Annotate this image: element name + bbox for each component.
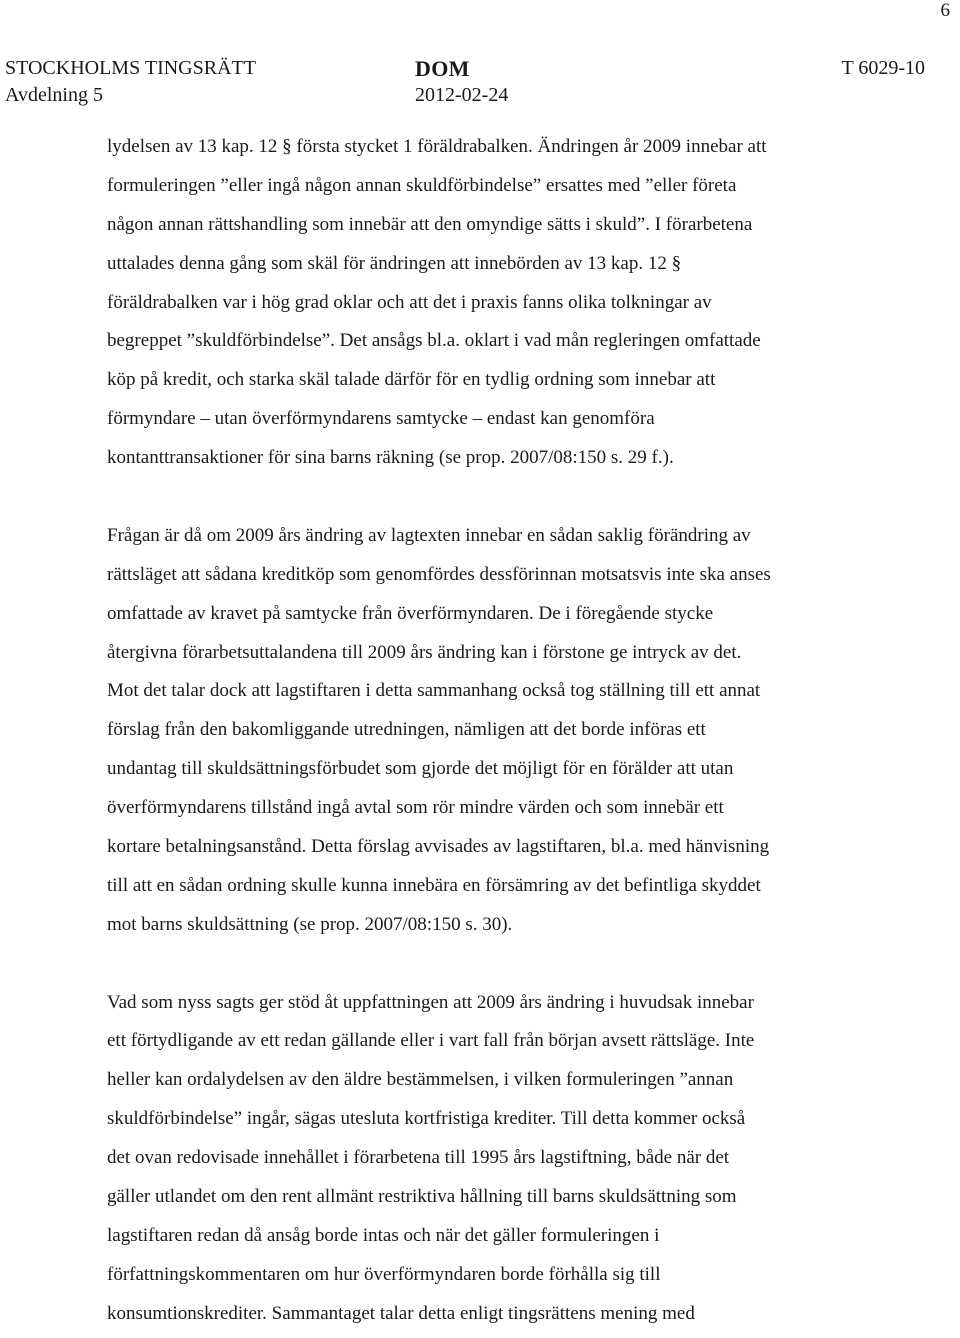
text-line: konsumtionskrediter. Sammantaget talar detta enligt tingsrättens mening med — [107, 1302, 695, 1324]
text-line: lagstiftaren redan då ansåg borde intas och när det gäller formuleringen i — [107, 1224, 660, 1246]
header-document-block — [415, 55, 508, 109]
text-line: begreppet ”skuldförbindelse”. Det ansågs bl.a. oklart i vad mån regleringen omfattade — [107, 330, 761, 352]
court-name: STOCKHOLMS TINGSRÄTT — [5, 57, 256, 79]
header-court-block — [5, 55, 256, 109]
text-line: det ovan redovisade innehållet i förarbetena till 1995 års lagstiftning, både när det — [107, 1147, 730, 1169]
text-line: till att en sådan ordning skulle kunna innebära en försämring av det befintliga skyddet — [107, 874, 761, 896]
text-line: förmyndare – utan överförmyndarens samtycke – endast kan genomföra — [107, 408, 655, 430]
text-line: kortare betalningsanstånd. Detta förslag avvisades av lagstiftaren, bl.a. med hänvisning — [107, 836, 770, 858]
text-line: ett förtydligande av ett redan gällande eller i vart fall från början avsett rättsläge. Inte — [107, 1030, 755, 1052]
text-line: uttalades denna gång som skäl för ändringen att innebörden av 13 kap. 12 § — [107, 252, 682, 274]
text-line: lydelsen av 13 kap. 12 § första stycket 1 föräldrabalken. Ändringen år 2009 innebar att — [107, 136, 767, 157]
document-header — [5, 55, 925, 115]
paragraph-3 — [107, 988, 917, 1338]
text-line: formuleringen ”eller ingå någon annan skuldförbindelse” ersattes med ”eller företa — [107, 174, 737, 196]
paragraph-spacer — [107, 949, 917, 988]
text-line: köp på kredit, och starka skäl talade därför för en tydlig ordning som innebar att — [107, 369, 716, 391]
text-line: förslag från den bakomliggande utredningen, nämligen att det borde införas ett — [107, 719, 706, 741]
text-line: kontanttransaktioner för sina barns räkning (se prop. 2007/08:150 s. 29 f.). — [107, 447, 674, 469]
text-line: rättsläget att sådana kreditköp som genomfördes dessförinnan motsatsvis inte ska anses — [107, 563, 771, 585]
text-line: undantag till skuldsättningsförbudet som gjorde det möjligt för en förälder att utan — [107, 758, 734, 780]
document-date: 2012-02-24 — [415, 84, 509, 106]
text-line: Frågan är då om 2009 års ändring av lagtexten innebar en sådan saklig förändring av — [107, 524, 751, 546]
document-type: DOM — [415, 56, 470, 81]
case-number: T 6029-10 — [841, 57, 925, 79]
paragraph-2 — [107, 521, 917, 949]
text-line: omfattade av kravet på samtycke från överförmyndaren. De i föregående stycke — [107, 602, 714, 624]
text-line: överförmyndarens tillstånd ingå avtal som rör mindre värden och som innebär ett — [107, 797, 724, 819]
page-number: 6 — [940, 0, 950, 21]
document-body — [107, 132, 917, 1338]
text-line: återgivna förarbetsuttalandena till 2009 års ändring kan i förstone ge intryck av det. — [107, 641, 742, 663]
paragraph-spacer — [107, 482, 917, 521]
text-line: gäller utlandet om den rent allmänt restriktiva hållning till barns skuldsättning som — [107, 1186, 737, 1208]
text-line: författningskommentaren om hur överförmyndaren borde förhålla sig till — [107, 1263, 661, 1285]
text-line: föräldrabalken var i hög grad oklar och att det i praxis fanns olika tolkningar av — [107, 291, 712, 313]
text-line: Mot det talar dock att lagstiftaren i detta sammanhang också tog ställning till ett annat — [107, 680, 761, 702]
text-line: någon annan rättshandling som innebär att den omyndige sätts i skuld”. I förarbetena — [107, 213, 753, 235]
text-line: heller kan ordalydelsen av den äldre bestämmelsen, i vilken formuleringen ”annan — [107, 1069, 734, 1091]
division-name: Avdelning 5 — [5, 84, 103, 106]
text-line: Vad som nyss sagts ger stöd åt uppfattningen att 2009 års ändring i huvudsak innebar — [107, 991, 754, 1013]
text-line: skuldförbindelse” ingår, sägas utesluta kortfristiga krediter. Till detta kommer också — [107, 1108, 746, 1130]
text-line: mot barns skuldsättning (se prop. 2007/08:150 s. 30). — [107, 913, 513, 935]
paragraph-1 — [107, 132, 917, 482]
